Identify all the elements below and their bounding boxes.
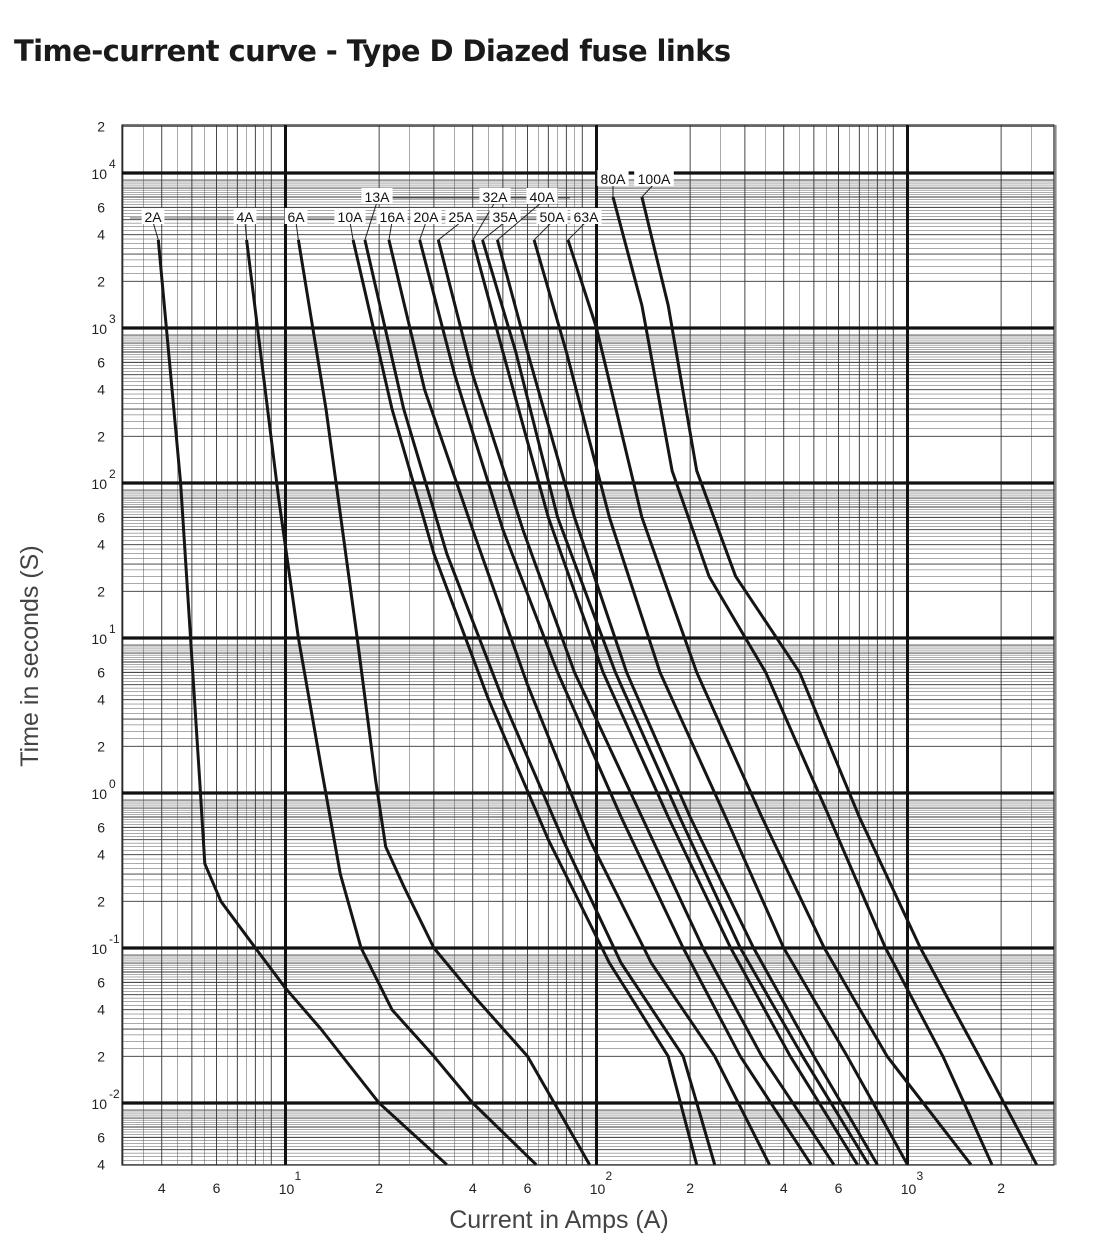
x-axis-title: Current in Amps (A)	[449, 1206, 669, 1234]
y-tick-label: 4	[97, 226, 105, 243]
curve-2a	[158, 240, 447, 1165]
y-tick-exponent: 1	[109, 622, 116, 636]
y-tick-label: 6	[97, 1129, 105, 1146]
chart-title: Time-current curve - Type D Diazed fuse links	[14, 34, 731, 68]
y-tick-exponent: 2	[109, 467, 116, 481]
x-tick-label: 2	[686, 1180, 695, 1196]
grid-minor	[122, 125, 1056, 1165]
curve-label-20a: 20A	[413, 209, 439, 225]
y-tick-label: 4	[97, 536, 105, 553]
curve-label-6a: 6A	[287, 209, 305, 225]
x-tick-label: 2	[375, 1180, 384, 1196]
y-tick-label: 6	[97, 199, 105, 216]
curve-label-13a: 13A	[364, 189, 390, 205]
curve-13a	[365, 240, 715, 1165]
x-tick-label: 4	[779, 1180, 788, 1196]
y-axis-ticks	[91, 118, 120, 1172]
y-tick-label: 2	[97, 273, 105, 290]
y-tick-label: 6	[97, 664, 105, 681]
y-tick-label: 2	[97, 583, 105, 600]
curve-40a	[497, 240, 877, 1165]
y-tick-exponent: -2	[109, 1087, 120, 1101]
y-tick-label: 4	[97, 1156, 105, 1173]
x-axis-ticks	[158, 1169, 1005, 1197]
y-tick-label: 10	[91, 321, 107, 337]
y-tick-label: 2	[97, 428, 105, 445]
y-tick-label: 2	[97, 738, 105, 755]
curve-label-10a: 10A	[337, 209, 363, 225]
x-tick-exponent: 3	[916, 1169, 924, 1183]
y-tick-label: 4	[97, 846, 105, 863]
y-tick-label: 6	[97, 819, 105, 836]
y-tick-label: 4	[97, 691, 105, 708]
y-tick-label: 10	[91, 941, 107, 957]
y-tick-exponent: 3	[109, 312, 116, 326]
x-tick-label: 4	[157, 1180, 166, 1196]
y-tick-label: 6	[97, 354, 105, 371]
curve-50a	[534, 240, 907, 1165]
y-tick-label: 10	[91, 1096, 107, 1112]
y-tick-label: 2	[97, 893, 105, 910]
curve-label-16a: 16A	[379, 209, 405, 225]
y-tick-label: 2	[97, 118, 105, 135]
y-tick-label: 10	[91, 166, 107, 182]
y-tick-label: 6	[97, 509, 105, 526]
x-tick-label: 6	[834, 1180, 843, 1196]
y-tick-label: 4	[97, 381, 105, 398]
x-tick-exponent: 2	[605, 1169, 613, 1183]
y-tick-label: 2	[97, 1048, 105, 1065]
curve-16a	[389, 240, 770, 1165]
curve-label-63a: 63A	[573, 209, 599, 225]
x-tick-label: 2	[997, 1180, 1006, 1196]
x-tick-label: 6	[212, 1180, 221, 1196]
curve-label-80a: 80A	[600, 171, 626, 187]
x-tick-label: 6	[523, 1180, 532, 1196]
curve-label-4a: 4A	[236, 209, 254, 225]
x-tick-label: 10	[589, 1181, 606, 1197]
curve-label-40a: 40A	[529, 189, 555, 205]
curve-label-25a: 25A	[448, 209, 474, 225]
y-axis-title: Time in seconds (S)	[16, 545, 44, 767]
y-tick-exponent: -1	[109, 932, 120, 946]
curve-label-35a: 35A	[492, 209, 518, 225]
x-tick-label: 4	[468, 1180, 477, 1196]
y-tick-label: 6	[97, 974, 105, 991]
curve-4a	[247, 240, 537, 1165]
x-tick-exponent: 1	[294, 1169, 302, 1183]
curve-label-100a: 100A	[637, 171, 671, 187]
curve-label-32a: 32A	[482, 189, 508, 205]
curve-label-2a: 2A	[144, 209, 162, 225]
y-tick-exponent: 0	[109, 777, 116, 791]
y-tick-label: 4	[97, 1001, 105, 1018]
x-tick-label: 10	[900, 1181, 917, 1197]
y-tick-label: 10	[91, 476, 107, 492]
y-tick-label: 10	[91, 631, 107, 647]
curve-label-50a: 50A	[539, 209, 565, 225]
y-tick-exponent: 4	[109, 157, 116, 171]
curve-6a	[298, 240, 589, 1165]
y-tick-label: 10	[91, 786, 107, 802]
x-tick-label: 10	[278, 1181, 295, 1197]
